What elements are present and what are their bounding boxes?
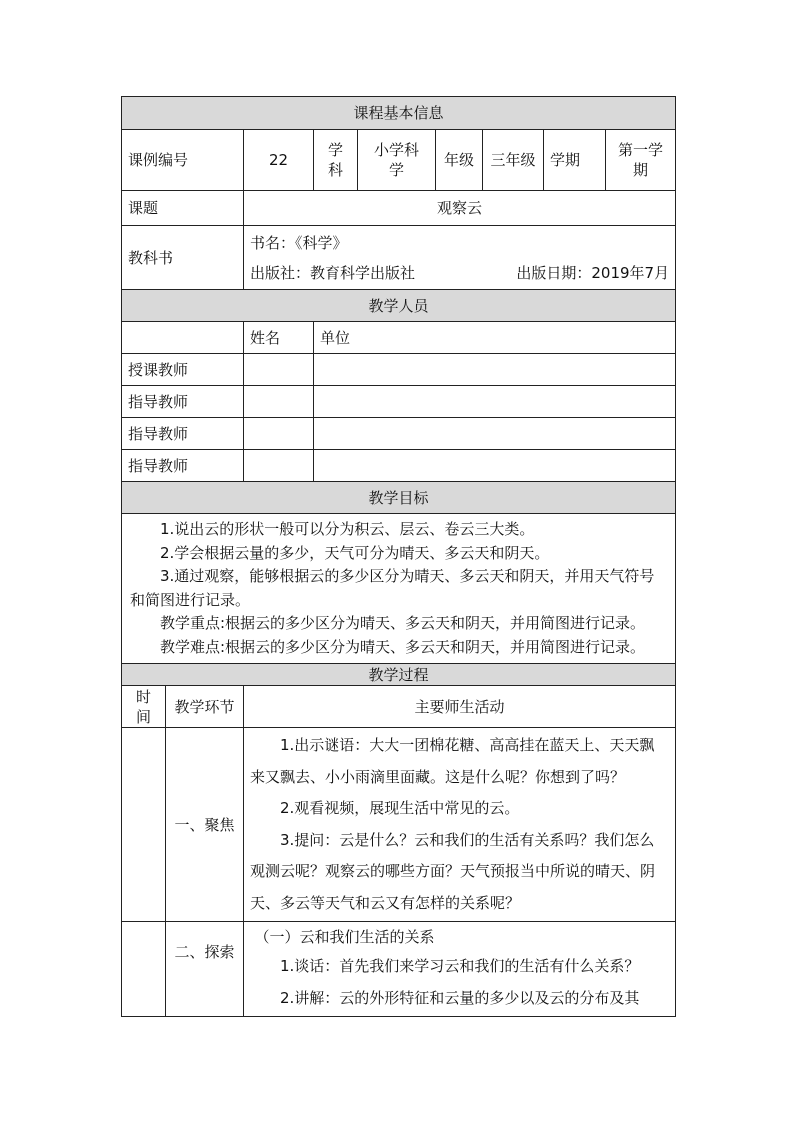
goal-difficult-point: 教学难点:根据云的多少区分为晴天、多云天和阴天，并用简图进行记录。 bbox=[160, 637, 646, 656]
step-time-cell bbox=[122, 728, 166, 922]
grade-label: 年级 bbox=[436, 130, 483, 191]
goal-line: 1.说出云的形状一般可以分为积云、层云、卷云三大类。 bbox=[160, 520, 535, 538]
unit-header: 单位 bbox=[314, 322, 676, 354]
subject-value: 小学科学 bbox=[358, 130, 436, 191]
staff-role: 指导教师 bbox=[122, 450, 244, 482]
activity-line: 2.观看视频，展现生活中常见的云。 bbox=[280, 799, 520, 817]
topic-value: 观察云 bbox=[244, 191, 676, 226]
time-column-header: 时间 bbox=[122, 686, 166, 728]
staff-header: 教学人员 bbox=[122, 290, 676, 322]
staff-name-cell bbox=[244, 450, 314, 482]
staff-blank-cell bbox=[122, 322, 244, 354]
semester-label: 学期 bbox=[544, 130, 606, 191]
activity-line: 3.提问：云是什么？云和我们的生活有关系吗？我们怎么观测云呢？观察云的哪些方面？天气预报当中所说的晴天、阴天、多云等天气和云又有怎样的关系呢？ bbox=[250, 830, 656, 912]
publish-date: 出版日期：2019年7月 bbox=[516, 263, 670, 282]
subject-label: 学科 bbox=[314, 130, 358, 191]
grade-value: 三年级 bbox=[483, 130, 544, 191]
textbook-label: 教科书 bbox=[122, 226, 244, 290]
goal-line: 2.学会根据云量的多少，天气可分为晴天、多云天和阴天。 bbox=[160, 543, 550, 562]
staff-role: 指导教师 bbox=[122, 418, 244, 450]
goal-line: 3.通过观察，能够根据云的多少区分为晴天、多云天和阴天，并用天气符号和简图进行记录。 bbox=[130, 567, 655, 609]
publisher: 出版社：教育科学出版社 bbox=[250, 263, 416, 282]
case-no-label: 课例编号 bbox=[122, 130, 244, 191]
book-name: 书名：《科学》 bbox=[250, 233, 348, 252]
goals-header: 教学目标 bbox=[122, 482, 676, 514]
semester-value: 第一学期 bbox=[606, 130, 676, 191]
staff-unit-cell bbox=[314, 450, 676, 482]
activity-line: 1.出示谜语：大大一团棉花糖、高高挂在蓝天上、天天飘来又飘去、小小雨滴里面藏。这是什么呢？你想到了吗？ bbox=[250, 736, 655, 786]
step-activities bbox=[244, 922, 676, 1017]
activity-line: 2.讲解：云的外形特征和云量的多少以及云的分布及其 bbox=[280, 988, 640, 1007]
goals-content bbox=[122, 514, 676, 664]
name-header: 姓名 bbox=[244, 322, 314, 354]
step-name: 一、聚焦 bbox=[166, 728, 244, 922]
course-info-header: 课程基本信息 bbox=[122, 97, 676, 130]
textbook-details bbox=[244, 226, 676, 290]
staff-name-cell bbox=[244, 386, 314, 418]
lesson-info-table bbox=[121, 96, 676, 1017]
staff-unit-cell bbox=[314, 418, 676, 450]
step-time-cell bbox=[122, 922, 166, 1017]
activity-line: 1.谈话：首先我们来学习云和我们的生活有什么关系？ bbox=[280, 957, 640, 975]
step-name: 二、探索 bbox=[166, 922, 244, 1017]
step-column-header: 教学环节 bbox=[166, 686, 244, 728]
case-no-value: 22 bbox=[244, 130, 314, 191]
staff-name-cell bbox=[244, 418, 314, 450]
staff-role: 授课教师 bbox=[122, 354, 244, 386]
goal-key-point: 教学重点:根据云的多少区分为晴天、多云天和阴天，并用简图进行记录。 bbox=[160, 614, 646, 632]
step-activities bbox=[244, 728, 676, 922]
publisher-row bbox=[250, 258, 669, 288]
topic-label: 课题 bbox=[122, 191, 244, 226]
staff-unit-cell bbox=[314, 354, 676, 386]
staff-unit-cell bbox=[314, 386, 676, 418]
activity-column-header: 主要师生活动 bbox=[244, 686, 676, 728]
staff-name-cell bbox=[244, 354, 314, 386]
activity-subtitle: （一）云和我们生活的关系 bbox=[254, 928, 435, 946]
staff-role: 指导教师 bbox=[122, 386, 244, 418]
process-header: 教学过程 bbox=[122, 664, 676, 686]
